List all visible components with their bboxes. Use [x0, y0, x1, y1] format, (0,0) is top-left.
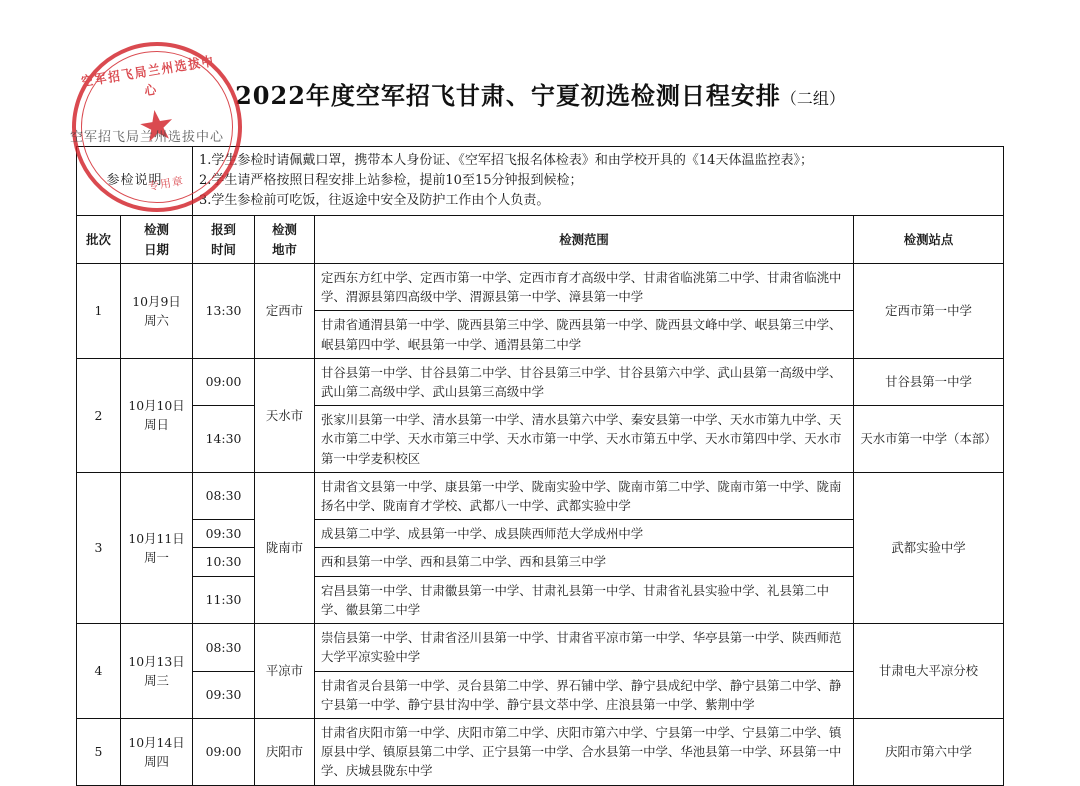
cell-site: 武都实验中学 — [853, 472, 1003, 623]
seal-top-text: 空军招飞局兰州选拔中心 — [80, 54, 217, 100]
header-batch: 批次 — [77, 216, 121, 263]
header-time-line1: 报到 — [211, 222, 236, 238]
cell-time: 09:30 — [193, 671, 255, 718]
header-city — [255, 216, 315, 263]
notes-body — [193, 147, 1004, 216]
cell-time: 14:30 — [193, 406, 255, 473]
table-row — [77, 472, 1004, 519]
cell-city: 天水市 — [255, 358, 315, 472]
notes-line-2: 2.学生请严格按照日程安排上站参检，提前10至15分钟报到候检； — [199, 173, 583, 189]
cell-batch: 2 — [77, 358, 121, 472]
header-city-line2: 地市 — [272, 241, 297, 257]
cell-date — [121, 624, 193, 719]
cell-date-line1: 10月14日 — [128, 734, 185, 750]
header-date-line2: 日期 — [144, 241, 169, 257]
cell-time: 09:00 — [193, 719, 255, 786]
notes-row — [77, 147, 1004, 216]
cell-scope: 甘肃省文县第一中学、康县第一中学、陇南实验中学、陇南市第二中学、陇南市第一中学、陇南扬名中学、陇南育才学校、武都八一中学、武都实验中学 — [315, 472, 854, 519]
cell-date-line1: 10月11日 — [128, 530, 185, 546]
cell-scope: 宕昌县第一中学、甘肃徽县第一中学、甘肃礼县第一中学、甘肃省礼县实验中学、礼县第二中学、徽县第二中学 — [315, 576, 854, 623]
header-date-line1: 检测 — [144, 222, 169, 238]
page-title — [0, 76, 1080, 111]
cell-scope: 崇信县第一中学、甘肃省泾川县第一中学、甘肃省平凉市第一中学、华亭县第一中学、陕西师范大学平凉实验中学 — [315, 624, 854, 671]
cell-batch: 3 — [77, 472, 121, 623]
cell-scope: 甘肃省灵台县第一中学、灵台县第二中学、界石铺中学、静宁县成纪中学、静宁县第二中学、静宁县第一中学、静宁县甘沟中学、静宁县文萃中学、庄浪县第一中学、紫荆中学 — [315, 671, 854, 718]
cell-time: 09:00 — [193, 358, 255, 405]
table-row — [77, 719, 1004, 786]
notes-line-3: 3.学生参检前可吃饭，往返途中安全及防护工作由个人负责。 — [199, 193, 550, 209]
header-time-line2: 时间 — [211, 241, 236, 257]
cell-date-line2: 周六 — [144, 312, 169, 328]
cell-date — [121, 472, 193, 623]
cell-date — [121, 719, 193, 786]
table-row — [77, 624, 1004, 671]
cell-scope: 成县第二中学、成县第一中学、成县陕西师范大学成州中学 — [315, 520, 854, 548]
cell-batch: 4 — [77, 624, 121, 719]
cell-city: 平凉市 — [255, 624, 315, 719]
notes-label: 参检说明 — [77, 147, 193, 216]
cell-site: 甘肃电大平凉分校 — [853, 624, 1003, 719]
cell-time: 11:30 — [193, 576, 255, 623]
cell-date-line1: 10月9日 — [132, 293, 181, 309]
table-row — [77, 358, 1004, 405]
header-time — [193, 216, 255, 263]
cell-scope: 甘谷县第一中学、甘谷县第二中学、甘谷县第三中学、甘谷县第六中学、武山县第一高级中学、武山第二高级中学、武山县第三高级中学 — [315, 358, 854, 405]
cell-city: 陇南市 — [255, 472, 315, 623]
cell-date-line1: 10月10日 — [128, 398, 185, 414]
header-site: 检测站点 — [853, 216, 1003, 263]
schedule-table — [76, 146, 1004, 786]
cell-time: 08:30 — [193, 624, 255, 671]
table-row — [77, 263, 1004, 310]
cell-date-line2: 周日 — [144, 417, 169, 433]
cell-site: 甘谷县第一中学 — [853, 358, 1003, 405]
table-header-row — [77, 216, 1004, 263]
seal-caption: 空军招飞局兰州选拔中心 — [70, 130, 225, 145]
cell-city: 庆阳市 — [255, 719, 315, 786]
cell-date — [121, 263, 193, 358]
cell-scope: 西和县第一中学、西和县第二中学、西和县第三中学 — [315, 548, 854, 576]
header-date — [121, 216, 193, 263]
cell-city: 定西市 — [255, 263, 315, 358]
cell-date-line2: 周三 — [144, 673, 169, 689]
cell-time: 13:30 — [193, 263, 255, 358]
cell-scope: 定西东方红中学、定西市第一中学、定西市育才高级中学、甘肃省临洮第二中学、甘肃省临洮中学、渭源县第四高级中学、渭源县第一中学、漳县第一中学 — [315, 263, 854, 310]
notes-line-1: 1.学生参检时请佩戴口罩，携带本人身份证、《空军招飞报名体检表》和由学校开具的《14天体温监控表》； — [199, 153, 813, 168]
star-icon: ★ — [134, 98, 180, 153]
table-row — [77, 406, 1004, 473]
cell-date-line2: 周一 — [144, 549, 169, 565]
header-city-line1: 检测 — [272, 222, 297, 238]
cell-scope: 甘肃省庆阳市第一中学、庆阳市第二中学、庆阳市第六中学、宁县第一中学、宁县第二中学、镇原县中学、镇原县第二中学、正宁县第一中学、合水县第一中学、华池县第一中学、环县第一中学、庆城县陇东中学 — [315, 719, 854, 786]
page-title-suffix: （二组） — [780, 89, 845, 108]
cell-date — [121, 358, 193, 472]
cell-scope: 张家川县第一中学、清水县第一中学、清水县第六中学、秦安县第一中学、天水市第九中学、天水市第二中学、天水市第三中学、天水市第一中学、天水市第五中学、天水市第四中学、天水市第一中学麦积校区 — [315, 406, 854, 473]
page-title-main: 2022年度空军招飞甘肃、宁夏初选检测日程安排 — [235, 81, 781, 110]
cell-batch: 1 — [77, 263, 121, 358]
cell-site: 天水市第一中学（本部） — [853, 406, 1003, 473]
cell-site: 定西市第一中学 — [853, 263, 1003, 358]
cell-date-line1: 10月13日 — [128, 653, 185, 669]
cell-time: 08:30 — [193, 472, 255, 519]
header-scope: 检测范围 — [315, 216, 854, 263]
cell-date-line2: 周四 — [144, 753, 169, 769]
seal-bottom-text: 专用章 — [147, 174, 185, 194]
cell-time: 10:30 — [193, 548, 255, 576]
cell-scope: 甘肃省通渭县第一中学、陇西县第三中学、陇西县第一中学、陇西县文峰中学、岷县第三中学、岷县第四中学、岷县第一中学、通渭县第二中学 — [315, 311, 854, 358]
cell-site: 庆阳市第六中学 — [853, 719, 1003, 786]
cell-batch: 5 — [77, 719, 121, 786]
cell-time: 09:30 — [193, 520, 255, 548]
